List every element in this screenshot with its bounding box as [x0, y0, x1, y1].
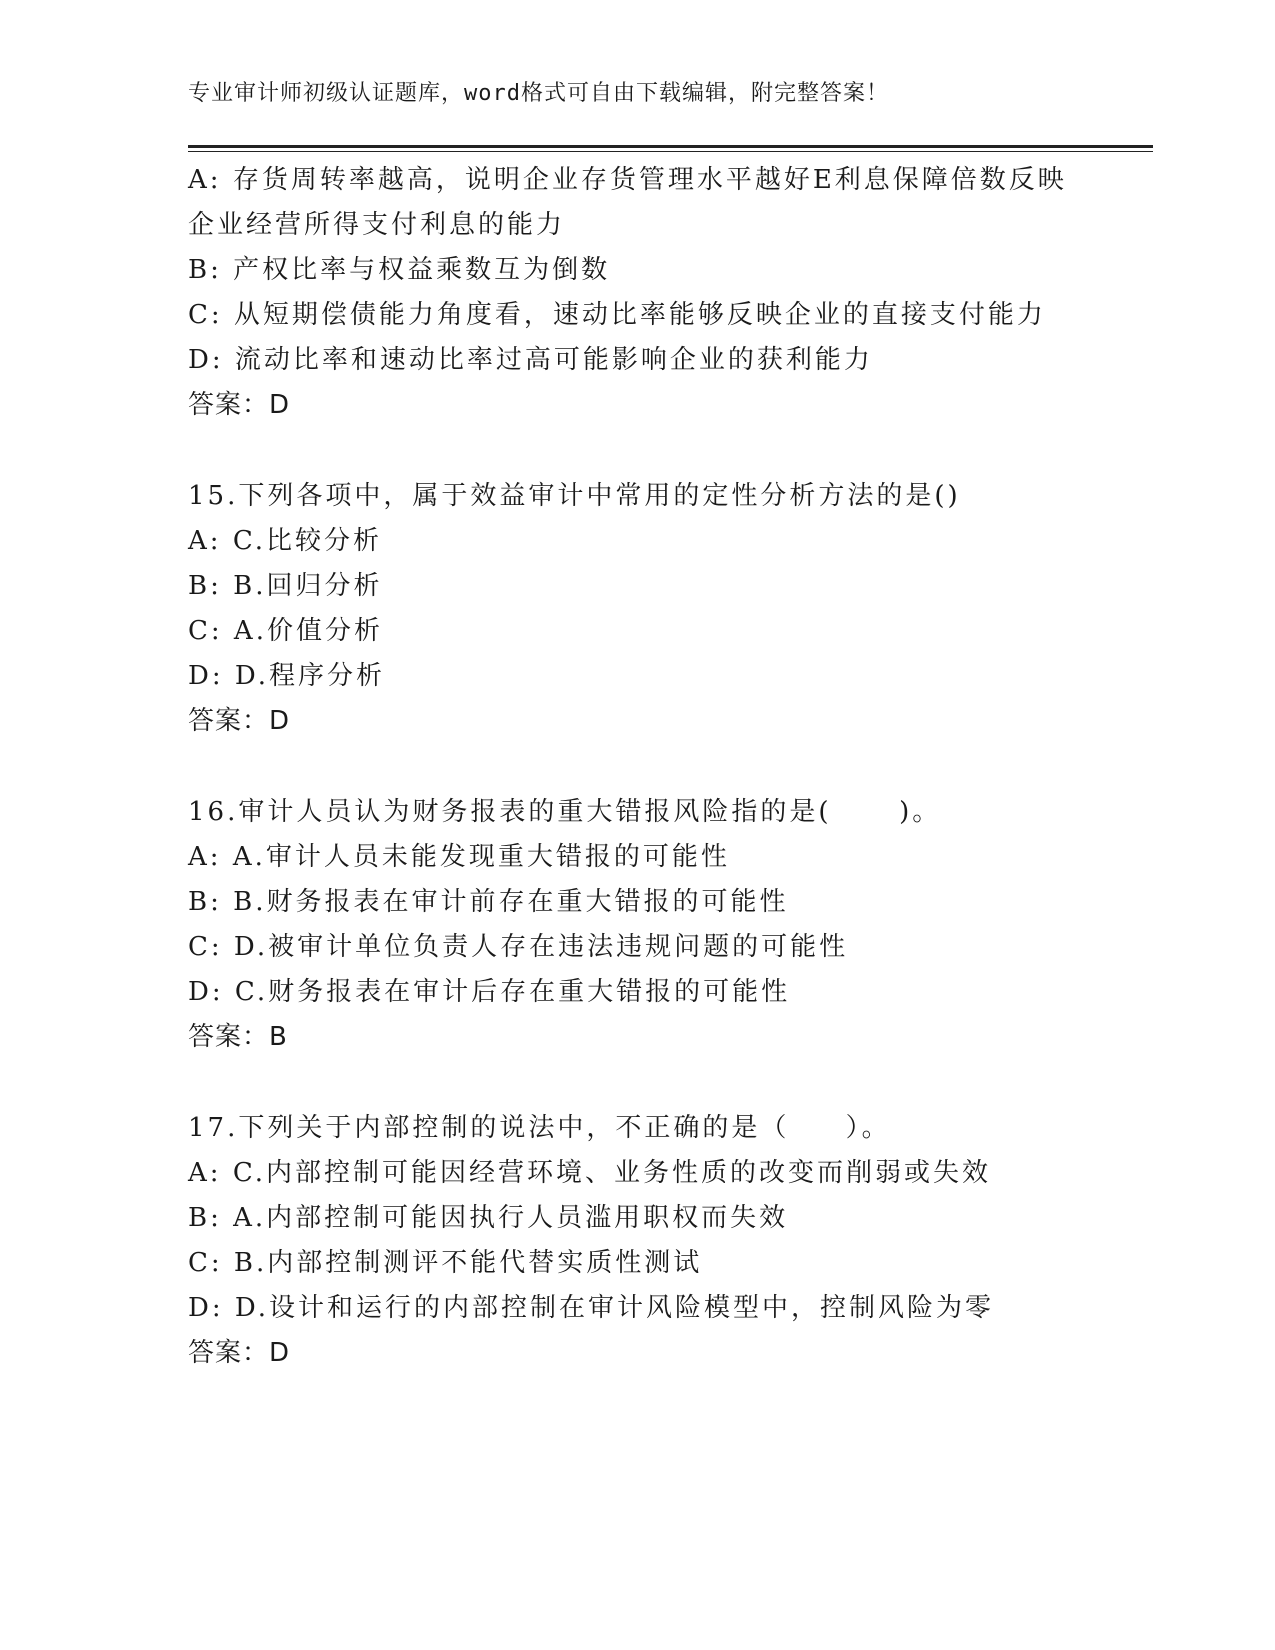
option-text: B.内部控制测评不能代替实质性测试 [233, 1248, 703, 1278]
option-text: A.内部控制可能因执行人员滥用职权而失效 [233, 1203, 789, 1233]
option-c [188, 609, 1148, 654]
option-text: 企业经营所得支付利息的能力 [188, 210, 566, 240]
option-letter: C: [188, 1248, 223, 1278]
option-c [188, 293, 1148, 338]
prev-question-block [188, 158, 1148, 428]
option-letter: A: [188, 842, 222, 872]
option-a [188, 1151, 1148, 1196]
answer-line: 答案：D [188, 1338, 291, 1368]
page-header: 专业审计师初级认证题库，word格式可自由下载编辑，附完整答案！ [188, 81, 889, 106]
option-b [188, 880, 1148, 925]
option-letter: A: [188, 526, 222, 556]
option-b [188, 1196, 1148, 1241]
option-text: A.审计人员未能发现重大错报的可能性 [232, 842, 730, 872]
option-a-continued [188, 203, 1148, 248]
option-text: 从短期偿债能力角度看，速动比率能够反映企业的直接支付能力 [233, 300, 1046, 330]
question-content [188, 158, 1148, 1376]
option-d [188, 338, 1148, 383]
option-d [188, 970, 1148, 1015]
option-letter: B: [188, 1203, 222, 1233]
option-letter: A: [188, 165, 222, 195]
option-d [188, 654, 1148, 699]
header-rule-thick [188, 145, 1153, 148]
option-text: B.回归分析 [233, 571, 383, 601]
option-d [188, 1286, 1148, 1331]
question-15 [188, 474, 1148, 744]
option-text: C.财务报表在审计后存在重大错报的可能性 [234, 977, 791, 1007]
option-text: B.财务报表在审计前存在重大错报的可能性 [233, 887, 789, 917]
question-stem: 17.下列关于内部控制的说法中，不正确的是（ ）。 [188, 1113, 891, 1143]
answer-line: 答案：D [188, 390, 291, 420]
option-text: D.程序分析 [234, 661, 386, 691]
option-letter: C: [188, 300, 223, 330]
option-b [188, 564, 1148, 609]
option-text: 产权比率与权益乘数互为倒数 [233, 255, 611, 285]
option-text: 流动比率和速动比率过高可能影响企业的获利能力 [234, 345, 873, 375]
option-letter: B: [188, 887, 222, 917]
option-text: C.比较分析 [232, 526, 383, 556]
option-letter: D: [188, 1293, 224, 1323]
question-16 [188, 790, 1148, 1060]
option-letter: D: [188, 977, 224, 1007]
header-rule-thin [188, 151, 1153, 152]
option-text: A.价值分析 [233, 616, 383, 646]
option-a [188, 519, 1148, 564]
question-stem: 15.下列各项中，属于效益审计中常用的定性分析方法的是() [188, 481, 961, 511]
option-b [188, 248, 1148, 293]
option-a [188, 835, 1148, 880]
option-text: D.被审计单位负责人存在违法违规问题的可能性 [233, 932, 849, 962]
option-letter: C: [188, 616, 223, 646]
answer-line: 答案：B [188, 1022, 288, 1052]
option-a [188, 158, 1148, 203]
option-letter: A: [188, 1158, 222, 1188]
option-c [188, 925, 1148, 970]
option-letter: D: [188, 661, 224, 691]
option-letter: B: [188, 255, 222, 285]
answer-line: 答案：D [188, 706, 291, 736]
question-17 [188, 1106, 1148, 1376]
option-text: C.内部控制可能因经营环境、业务性质的改变而削弱或失效 [232, 1158, 992, 1188]
option-text: D.设计和运行的内部控制在审计风险模型中，控制风险为零 [234, 1293, 995, 1323]
option-c [188, 1241, 1148, 1286]
option-text: 存货周转率越高，说明企业存货管理水平越好E利息保障倍数反映 [232, 165, 1067, 195]
option-letter: C: [188, 932, 223, 962]
option-letter: B: [188, 571, 222, 601]
question-stem: 16.审计人员认为财务报表的重大错报风险指的是( )。 [188, 797, 942, 827]
option-letter: D: [188, 345, 224, 375]
